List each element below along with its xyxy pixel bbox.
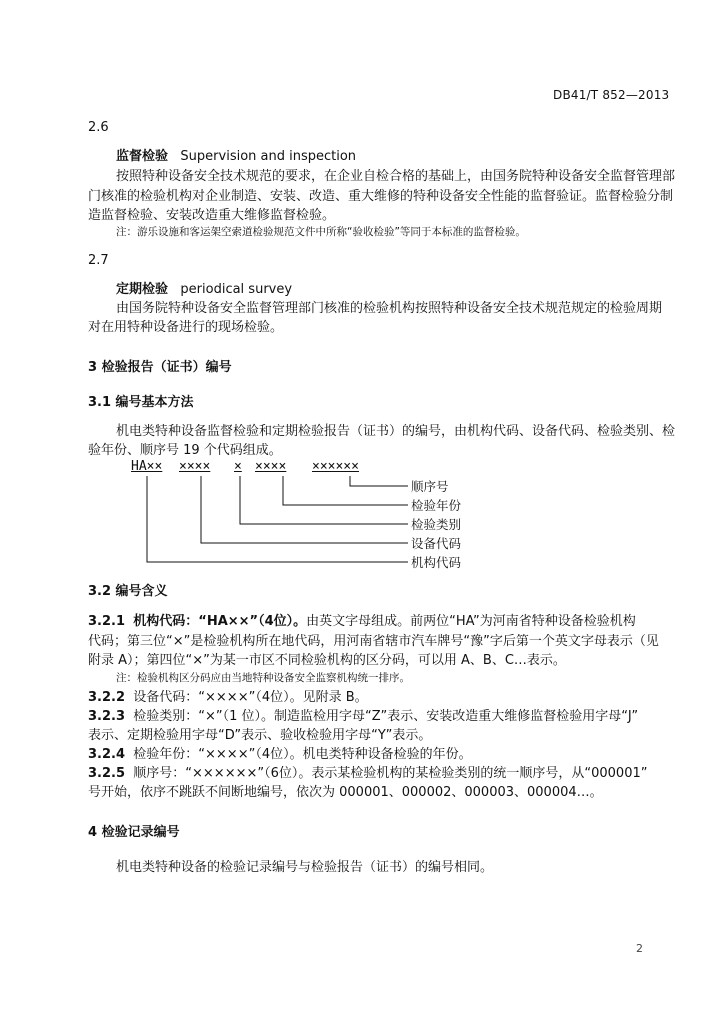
item-3-2-2 [88,689,368,706]
definition-line: 按照特种设备安全技术规范的要求，在企业自检合格的基础上，由国务院特种设备安全监督管理部 [116,169,676,184]
label-seq: 顺序号 [411,479,449,494]
standard-code: DB41/T 852—2013 [553,88,670,102]
item-number: 3.2.2 [88,690,126,705]
item-text: 检验类别：“×”（1 位）。制造监检用字母“Z”表示、安装改造重大维修监督检验用字母“J” [133,709,639,724]
paragraph-line: 机电类特种设备监督检验和定期检验报告（证书）的编号，由机构代码、设备代码、检验类别、检 [116,424,676,439]
definition-line: 由国务院特种设备安全监督管理部门核准的检验机构按照特种设备安全技术规范规定的检验周期 [116,301,663,316]
item-text: 由英文字母组成。前两位“HA”为河南省特种设备检验机构 [306,614,636,629]
section-title-3-2: 3.2 编号含义 [88,584,168,599]
clause-number-2-6: 2.6 [88,120,109,135]
code-seg-org: HA×× [131,459,163,474]
definition-line: 门核准的检验机构对企业制造、安装、改造、重大维修的特种设备安全性能的监督验证。监督检验分制 [88,189,674,204]
item-3-2-1 [88,613,636,630]
section-title-3: 3 检验报告（证书）编号 [88,360,232,375]
item-text: 检验年份：“××××”（4位）。机电类特种设备检验的年份。 [133,747,472,762]
item-number: 3.2.1 [88,614,126,629]
leader-type [240,476,408,524]
item-text: 设备代码：“××××”（4位）。见附录 B。 [133,690,368,705]
definition-line: 造监督检验、安装改造重大维修监督检验。 [88,208,336,223]
item-text: 顺序号：“××××××”（6位）。表示某检验机构的某检验类别的统一顺序号，从“000001” [133,766,648,781]
item-line: 表示、定期检验用字母“D”表示、验收检验用字母“Y”表示。 [88,728,432,743]
page-number: 2 [636,942,643,955]
leader-org [147,476,408,562]
label-device: 设备代码 [411,536,462,551]
label-year: 检验年份 [411,498,462,513]
item-line: 代码；第三位“×”是检验机构所在地代码，用河南省辖市汽车牌号“豫”字后第一个英文字母表示（见 [88,634,659,649]
code-seg-year: ×××× [255,459,287,474]
item-3-2-3 [88,708,638,725]
item-3-2-5 [88,765,647,782]
item-number: 3.2.5 [88,766,126,781]
code-seg-seq: ×××××× [312,459,359,474]
note-3-2-1: 注：检验机构区分码应由当地特种设备安全监察机构统一排序。 [116,672,410,684]
leader-seq [350,476,408,486]
label-type: 检验类别 [411,517,462,532]
section-title-3-1: 3.1 编号基本方法 [88,395,194,410]
item-head: 机构代码：“HA××”（4位）。 [133,614,307,629]
term-cn: 定期检验 [116,282,169,297]
clause-number-2-7: 2.7 [88,253,109,268]
paragraph-line: 验年份、顺序号 19 个代码组成。 [88,443,282,458]
section-title-4: 4 检验记录编号 [88,825,180,840]
leader-year [283,476,408,505]
paragraph-line: 机电类特种设备的检验记录编号与检验报告（证书）的编号相同。 [116,860,494,875]
label-org: 机构代码 [411,555,462,570]
item-line: 附录 A）；第四位“×”为某一市区不同检验机构的区分码，可以用 A、B、C…表示。 [88,653,566,668]
item-3-2-4 [88,746,472,763]
item-number: 3.2.4 [88,747,126,762]
term-en: Supervision and inspection [180,149,357,164]
definition-line: 对在用特种设备进行的现场检验。 [88,320,284,335]
code-seg-type: × [234,459,242,474]
code-seg-device: ×××× [179,459,211,474]
note-2-6: 注：游乐设施和客运架空索道检验规范文件中所称“验收检验”等同于本标准的监督检验。 [116,226,526,238]
term-en: periodical survey [180,282,293,297]
term-cn: 监督检验 [116,149,169,164]
item-number: 3.2.3 [88,709,126,724]
item-line: 号开始，依序不跳跃不间断地编号，依次为 000001、000002、000003、000004…。 [88,785,603,800]
